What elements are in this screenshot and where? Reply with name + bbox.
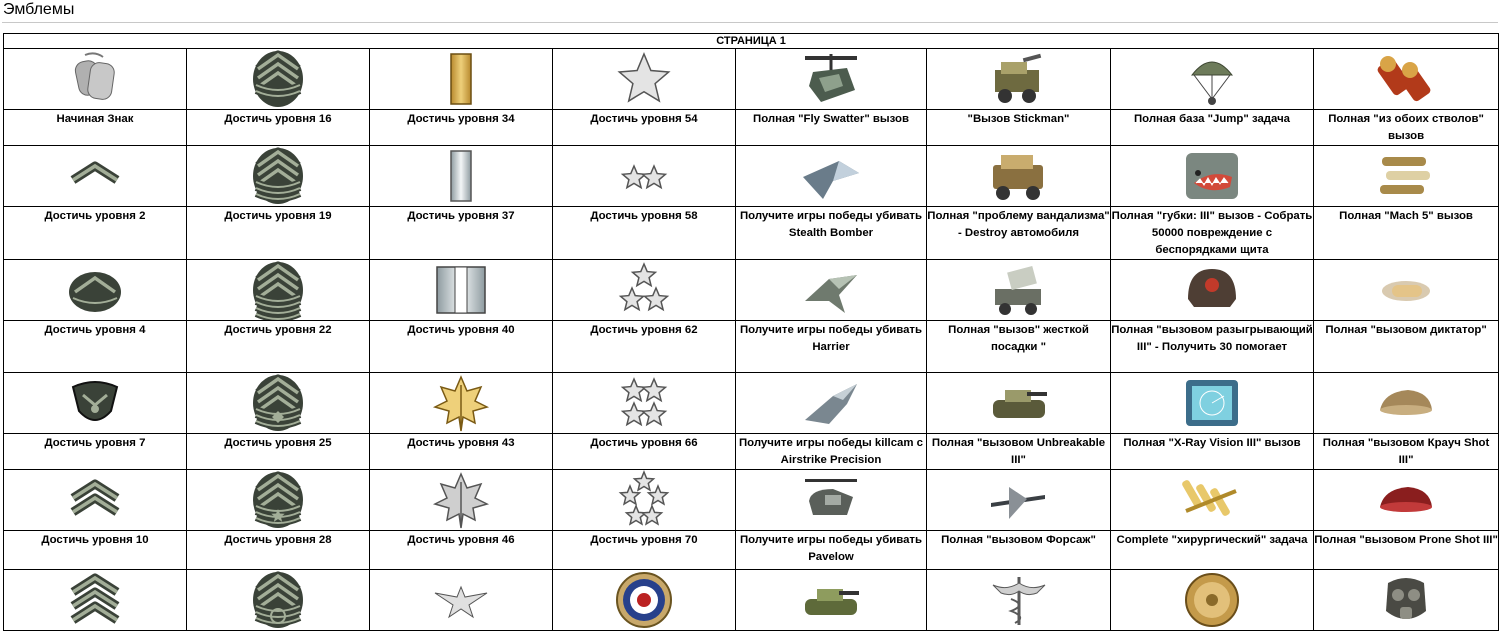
shell-casing-icon (1182, 570, 1242, 630)
emblem-label-row (4, 207, 1499, 260)
emblem-label-cell (370, 321, 553, 373)
emblem-label-cell (927, 321, 1111, 373)
emblem-label-cell (4, 110, 187, 146)
emblem-label-cell (927, 434, 1111, 470)
missile-truck-icon (987, 261, 1051, 319)
captain-bars-icon (431, 261, 491, 319)
emblem-label: Полная "вызовом Unbreakable III" (931, 437, 1106, 466)
emblem-icon-cell (370, 570, 553, 631)
emblem-icon-cell (736, 260, 927, 321)
emblem-label: Достичь уровня 4 (44, 324, 146, 336)
emblem-icon-cell (553, 470, 736, 531)
emblem-label: Получите игры победы убивать Stealth Bomber (739, 210, 923, 239)
dog-tags-icon (65, 49, 125, 109)
emblem-icon-row (4, 570, 1499, 631)
chevron-rocker-icon (65, 260, 125, 320)
emblem-icon-row (4, 470, 1499, 531)
emblem-icon-cell (927, 260, 1111, 321)
emblem-label: Достичь уровня 25 (224, 437, 332, 449)
gas-mask-icon (1374, 571, 1438, 629)
star-3-icon (614, 260, 674, 320)
humvee-icon (987, 147, 1051, 205)
emblem-label: Достичь уровня 70 (590, 534, 698, 546)
emblem-icon-cell (927, 373, 1111, 434)
emblem-label-cell (1314, 434, 1499, 470)
beret-tan-icon (1374, 374, 1438, 432)
emblem-icon-cell (927, 146, 1111, 207)
sergeant-major-wreath-icon (248, 570, 308, 630)
pavelow-helicopter-icon (799, 471, 863, 529)
tank-green-icon (799, 571, 863, 629)
emblem-label-cell (187, 110, 370, 146)
corporal-chevrons-icon (65, 470, 125, 530)
emblem-label-cell (370, 207, 553, 260)
emblem-icon-cell (1314, 470, 1499, 531)
emblem-label-cell (1111, 434, 1314, 470)
sergeant-3-chevrons-icon (65, 570, 125, 630)
emblem-icon-cell (1111, 146, 1314, 207)
emblem-icon-cell (1314, 570, 1499, 631)
emblem-label: Достичь уровня 46 (407, 534, 515, 546)
emblem-label: Достичь уровня 16 (224, 113, 332, 125)
emblem-label-cell (736, 531, 927, 570)
emblem-label-row (4, 434, 1499, 470)
emblem-icon-cell (4, 373, 187, 434)
emblem-label: Полная "вызовом Prone Shot III" (1314, 534, 1498, 546)
star-2-icon (614, 146, 674, 206)
emblem-label: "Вызов Stickman" (967, 113, 1070, 125)
emblem-icon-cell (1314, 146, 1499, 207)
emblem-label-row (4, 321, 1499, 373)
emblem-label: Достичь уровня 43 (407, 437, 515, 449)
emblem-icon-row (4, 260, 1499, 321)
emblem-label: Полная "Mach 5" вызов (1339, 210, 1473, 222)
emblem-icon-cell (736, 146, 927, 207)
radar-screen-icon (1180, 374, 1244, 432)
emblem-icon-cell (187, 260, 370, 321)
helicopter-icon (799, 50, 863, 108)
shark-mouth-icon (1180, 147, 1244, 205)
beret-red-icon (1374, 471, 1438, 529)
emblem-label: Достичь уровня 19 (224, 210, 332, 222)
helmet-icon (1180, 261, 1244, 319)
emblem-label: Достичь уровня 66 (590, 437, 698, 449)
emblem-label-cell (736, 321, 927, 373)
sergeant-major-star-icon (248, 470, 308, 530)
emblem-icon-cell (1111, 260, 1314, 321)
chevron-1-icon (65, 146, 125, 206)
emblem-label-cell (1314, 321, 1499, 373)
emblem-icon-cell (553, 146, 736, 207)
emblems-table (3, 33, 1499, 631)
emblem-icon-cell (370, 146, 553, 207)
emblem-icon-cell (1111, 470, 1314, 531)
emblem-label-cell (553, 321, 736, 373)
emblem-icon-cell (187, 373, 370, 434)
stealth-bomber-icon (799, 147, 863, 205)
emblem-icon-cell (4, 570, 187, 631)
parachute-icon (1182, 49, 1242, 109)
gold-bar-icon (441, 50, 481, 108)
emblem-icon-row (4, 146, 1499, 207)
emblem-icon-cell (927, 470, 1111, 531)
emblem-label-cell (370, 110, 553, 146)
emblem-label: Полная "вызовом Форсаж" (941, 534, 1096, 546)
emblem-label: Полная "вызовом диктатор" (1325, 324, 1487, 336)
emblem-label: Начиная Знак (56, 113, 134, 125)
emblem-label: Полная "X-Ray Vision III" вызов (1123, 437, 1301, 449)
emblem-label: Получите игры победы killcam с Airstrike Precision (738, 437, 924, 466)
emblem-label: Полная "вызов" жесткой посадки " (948, 324, 1089, 353)
emblem-label: Complete "хирургический" задача (1116, 534, 1308, 546)
emblem-icon-row (4, 49, 1499, 110)
shotgun-shells-icon (1374, 50, 1438, 108)
first-sergeant-diamond-icon (248, 373, 308, 433)
emblem-label-cell (1314, 110, 1499, 146)
emblem-label: Достичь уровня 40 (407, 324, 515, 336)
emblem-label-cell (370, 434, 553, 470)
emblem-label: Достичь уровня 58 (590, 210, 698, 222)
emblem-label-cell (736, 434, 927, 470)
emblem-icon-cell (1314, 260, 1499, 321)
roundel-icon (614, 570, 674, 630)
emblem-icon-cell (553, 49, 736, 110)
silver-bar-icon (441, 147, 481, 205)
emblem-icon-cell (553, 570, 736, 631)
emblem-icon-cell (1111, 570, 1314, 631)
emblem-label: Достичь уровня 7 (44, 437, 146, 449)
gold-oak-leaf-icon (431, 373, 491, 433)
emblem-icon-cell (927, 570, 1111, 631)
emblem-icon-row (4, 373, 1499, 434)
emblem-label-cell (736, 110, 927, 146)
emblem-label-cell (553, 110, 736, 146)
emblem-label-cell (927, 531, 1111, 570)
emblem-label: Достичь уровня 22 (224, 324, 332, 336)
emblem-label: Полная "из обоих стволов" вызов (1328, 113, 1484, 142)
emblem-icon-cell (553, 373, 736, 434)
star-1-icon (614, 49, 674, 109)
emblem-icon-cell (736, 570, 927, 631)
bullet-icon (1374, 261, 1438, 319)
emblem-icon-cell (736, 373, 927, 434)
sergeant-3-chevrons-4-rockers-icon (248, 260, 308, 320)
emblem-label: Полная "проблему вандализма" - Destroy автомобиля (927, 210, 1110, 239)
sergeant-3-chevrons-2-rockers-icon (248, 49, 308, 109)
sergeant-3-chevrons-3-rockers-icon (248, 146, 308, 206)
bullets-icon (1374, 147, 1438, 205)
emblem-label-cell (1111, 531, 1314, 570)
emblem-label-cell (187, 434, 370, 470)
emblem-label-cell (927, 207, 1111, 260)
emblem-label-cell (927, 110, 1111, 146)
emblem-label: Достичь уровня 34 (407, 113, 515, 125)
emblem-label-cell (1314, 207, 1499, 260)
emblem-icon-cell (187, 146, 370, 207)
emblem-label-cell (4, 207, 187, 260)
emblem-icon-cell (736, 49, 927, 110)
emblem-label-cell (1314, 531, 1499, 570)
emblem-label-cell (736, 207, 927, 260)
emblem-label: Полная база "Jump" задача (1133, 113, 1291, 125)
tank-icon (987, 374, 1051, 432)
emblem-icon-cell (1111, 373, 1314, 434)
emblem-label-cell (187, 321, 370, 373)
emblem-icon-cell (370, 49, 553, 110)
emblem-label: Полная "вызовом разыгрывающий III" - Получить 30 помогает (1111, 324, 1313, 353)
emblem-label-row (4, 110, 1499, 146)
emblem-label-cell (1111, 321, 1314, 373)
emblem-label-cell (1111, 110, 1314, 146)
emblem-icon-cell (927, 49, 1111, 110)
silver-oak-leaf-icon (431, 470, 491, 530)
emblem-icon-cell (553, 260, 736, 321)
star-5-icon (614, 470, 674, 530)
emblem-label: Достичь уровня 37 (407, 210, 515, 222)
emblem-icon-cell (370, 260, 553, 321)
emblem-icon-cell (4, 470, 187, 531)
star-4-icon (614, 373, 674, 433)
caduceus-icon (987, 571, 1051, 629)
emblem-label: Достичь уровня 28 (224, 534, 332, 546)
truck-icon (987, 50, 1051, 108)
cargo-plane-icon (987, 471, 1051, 529)
page-caption: СТРАНИЦА 1 (4, 34, 1499, 49)
ammo-belt-icon (1180, 471, 1244, 529)
emblem-label-cell (553, 207, 736, 260)
emblem-icon-cell (4, 146, 187, 207)
emblem-label-cell (553, 531, 736, 570)
emblem-label: Достичь уровня 54 (590, 113, 698, 125)
emblem-label-cell (1111, 207, 1314, 260)
emblem-label: Достичь уровня 10 (41, 534, 149, 546)
emblem-label: Полная "вызовом Крауч Shot III" (1322, 437, 1490, 466)
emblem-icon-cell (1111, 49, 1314, 110)
emblem-label: Достичь уровня 2 (44, 210, 146, 222)
emblem-icon-cell (736, 470, 927, 531)
emblem-label-row (4, 531, 1499, 570)
eagle-icon (429, 571, 493, 629)
emblem-label-cell (4, 531, 187, 570)
emblem-icon-cell (370, 470, 553, 531)
emblem-icon-cell (1314, 49, 1499, 110)
emblem-icon-cell (187, 49, 370, 110)
emblem-label-cell (553, 434, 736, 470)
emblem-label: Полная "губки: III" вызов - Собрать 50000 повреждение с беспорядками щита (1111, 210, 1313, 256)
emblem-label: Получите игры победы убивать Pavelow (739, 534, 923, 563)
emblem-icon-cell (4, 260, 187, 321)
page-title: Эмблемы (3, 1, 75, 18)
emblem-icon-cell (4, 49, 187, 110)
emblem-label-cell (4, 434, 187, 470)
fighter-jet-icon (799, 374, 863, 432)
emblem-icon-cell (187, 570, 370, 631)
emblem-icon-cell (187, 470, 370, 531)
divider (2, 22, 1498, 23)
emblem-label-cell (187, 531, 370, 570)
harrier-jet-icon (799, 261, 863, 319)
emblem-label-cell (370, 531, 553, 570)
emblem-label-cell (4, 321, 187, 373)
emblem-label: Получите игры победы убивать Harrier (739, 324, 923, 353)
emblem-label-cell (187, 207, 370, 260)
emblem-icon-cell (1314, 373, 1499, 434)
emblem-label: Достичь уровня 62 (590, 324, 698, 336)
emblem-icon-cell (370, 373, 553, 434)
specialist-shield-icon (65, 373, 125, 433)
emblem-label: Полная "Fly Swatter" вызов (753, 113, 909, 125)
